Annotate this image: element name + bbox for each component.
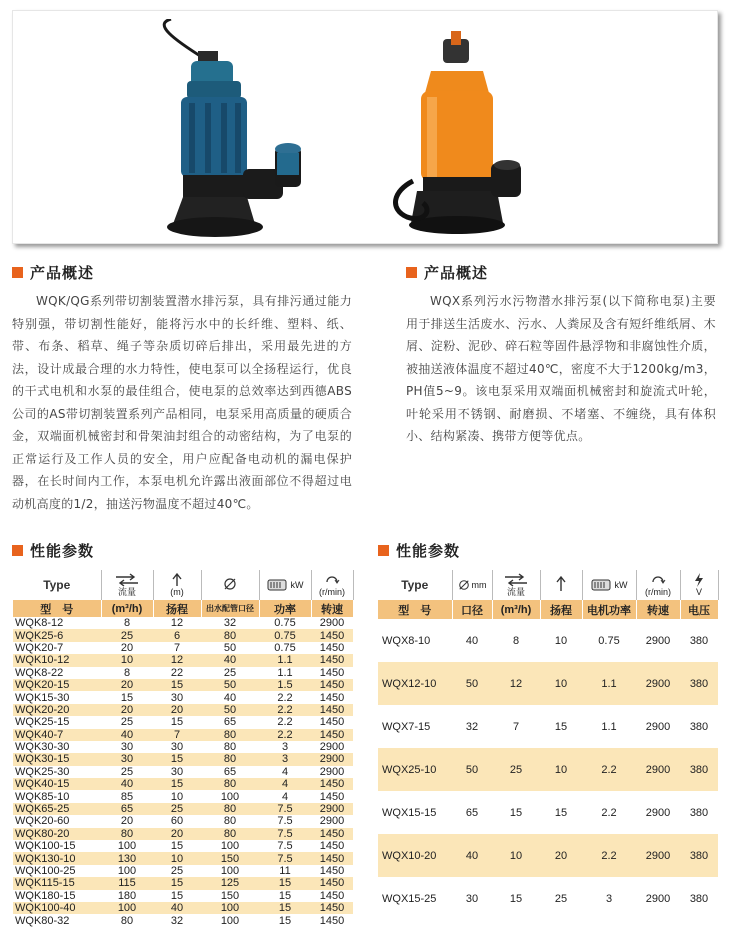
model-cell: WQK10-12 [13, 654, 101, 666]
value-cell: 2.2 [259, 704, 311, 716]
value-cell: 80 [120, 914, 134, 927]
diameter-header-cell [201, 570, 259, 600]
table-row [13, 679, 353, 691]
motor-header-cell: kW [259, 570, 311, 600]
value-cell: 15 [153, 753, 201, 765]
value-cell: 2900 [645, 634, 671, 647]
model-cell: WQX7-15 [382, 720, 431, 733]
value-cell: 25 [101, 629, 153, 641]
value-cell: 15 [278, 889, 292, 902]
value-cell: 30 [465, 892, 479, 905]
value-cell: 15 [259, 877, 311, 889]
value-cell: 30 [170, 691, 184, 704]
table-row [13, 766, 353, 778]
model-cell: WQX15-15 [382, 806, 437, 819]
table-row [13, 691, 353, 703]
model-cell: WQK65-25 [13, 803, 101, 815]
left-overview-text: WQK/QG系列带切割装置潜水排污泵，具有排污通过能力特别强，带切割性能好，能将污水中的长纤维、塑料、纸、带、布条、稻草、绳子等杂质切碎后排出，采用最先进的方法，设计成最合理的水力特性，使电泵可以全扬程运行，优良的干式电机和水泵的最佳组合，使电泵的总效率达到西德ABS公司的AS带切割装置系列产品相同，电泵采用高质量的硬质合金，双端面机械密封和骨架油封组合的动密结构，为了电泵的正常运行及工作人员的安全，用户应配备电动机的漏电保护器，在长时间内工作，本泵电机允许露出液面部位不得超过电动机高度的1/2，抽送污物温度不超过40℃。 [12, 294, 352, 511]
value-cell: 15 [153, 679, 201, 691]
right-performance-heading: 性能参数 [378, 540, 460, 560]
value-cell: 380 [680, 834, 718, 877]
value-cell: 2900 [311, 753, 353, 765]
model-cell: WQK20-20 [13, 704, 101, 716]
value-cell: 25 [120, 765, 134, 778]
value-cell: 380 [689, 892, 709, 905]
value-cell: 25 [170, 865, 184, 877]
value-cell: 1.1 [582, 662, 636, 705]
table-row [13, 642, 353, 654]
value-cell: 20 [101, 704, 153, 716]
value-cell: 32 [465, 720, 479, 733]
value-cell: 15 [170, 889, 184, 902]
value-cell: 8 [512, 634, 520, 647]
column-header-row: 型 号 (m³/h) 扬程 出水配管口径 功率 转速 [13, 600, 353, 617]
value-cell: 380 [689, 720, 709, 733]
value-cell: 10 [540, 748, 582, 791]
table-row [13, 617, 353, 629]
value-cell: 15 [120, 691, 134, 704]
value-cell: 8 [123, 617, 131, 630]
model-cell: WQK130-10 [13, 852, 101, 864]
value-cell: 1450 [311, 654, 353, 666]
value-cell: 22 [170, 666, 184, 679]
value-cell: 15 [509, 806, 523, 819]
table-row [13, 741, 353, 753]
value-cell: 65 [465, 806, 479, 819]
value-cell: 0.75 [274, 617, 296, 630]
type-label: Type [13, 570, 101, 600]
value-cell: 3 [605, 892, 613, 905]
value-cell: 130 [101, 852, 153, 864]
value-cell: 3 [259, 753, 311, 765]
table-row [13, 890, 353, 902]
value-cell: 150 [220, 889, 240, 902]
model-cell: WQK100-40 [13, 902, 101, 914]
value-cell: 10 [554, 634, 568, 647]
model-cell: WQK30-30 [15, 741, 70, 754]
value-cell: 1450 [311, 877, 353, 889]
value-cell: 10 [153, 852, 201, 864]
value-cell: 2900 [636, 834, 680, 877]
table-row [13, 828, 353, 840]
value-cell: 10 [540, 662, 582, 705]
right-overview-heading: 产品概述 [406, 262, 488, 282]
model-cell: WQK8-12 [15, 617, 64, 630]
value-cell: 7 [153, 729, 201, 741]
value-cell: 1450 [319, 691, 345, 704]
value-cell: 40 [201, 654, 259, 666]
value-cell: 2900 [311, 803, 353, 815]
diameter-icon [458, 579, 470, 591]
value-cell: 380 [680, 662, 718, 705]
value-cell: 2900 [645, 806, 671, 819]
value-cell: 25 [120, 716, 134, 729]
value-cell: 1450 [319, 914, 345, 927]
table-row [378, 791, 718, 834]
table-row [13, 914, 353, 926]
table-row [378, 834, 718, 877]
value-cell: 25 [223, 666, 237, 679]
left-performance-heading: 性能参数 [12, 540, 94, 560]
value-cell: 1450 [311, 629, 353, 641]
value-cell: 100 [220, 840, 240, 853]
model-cell: WQX10-20 [378, 834, 452, 877]
value-cell: 4 [259, 778, 311, 790]
wqk-cutting-pump-image [143, 19, 343, 244]
value-cell: 1450 [319, 641, 345, 654]
table-row [13, 629, 353, 641]
model-cell: WQK8-22 [15, 666, 64, 679]
value-cell: 2900 [645, 892, 671, 905]
table-row [13, 654, 353, 666]
value-cell: 1450 [311, 778, 353, 790]
value-cell: 20 [120, 815, 134, 828]
value-cell: 6 [153, 629, 201, 641]
value-cell: 1450 [319, 889, 345, 902]
table-row [13, 790, 353, 802]
value-cell: 15 [170, 716, 184, 729]
value-cell: 15 [554, 806, 568, 819]
value-cell: 100 [117, 840, 137, 853]
model-cell: WQK30-15 [13, 753, 101, 765]
diameter-icon [223, 577, 237, 591]
value-cell: 30 [170, 765, 184, 778]
model-cell: WQK25-15 [15, 716, 70, 729]
model-cell: WQK180-15 [15, 889, 76, 902]
value-cell: 2900 [319, 815, 345, 828]
value-cell: 12 [170, 617, 184, 630]
value-cell: 10 [492, 834, 540, 877]
type-label: Type [378, 570, 452, 600]
value-cell: 1450 [311, 679, 353, 691]
model-cell: WQK80-20 [13, 828, 101, 840]
value-cell: 1450 [311, 902, 353, 914]
value-cell: 380 [680, 748, 718, 791]
value-cell: 100 [220, 790, 240, 803]
value-cell: 1450 [311, 704, 353, 716]
value-cell: 80 [223, 815, 237, 828]
motor-icon [591, 578, 613, 592]
value-cell: 1450 [319, 865, 345, 877]
value-cell: 80 [201, 778, 259, 790]
value-cell: 2900 [319, 617, 345, 630]
value-cell: 85 [120, 790, 134, 803]
value-cell: 2900 [636, 748, 680, 791]
wqk-performance-table [13, 570, 354, 927]
table-row [13, 852, 353, 864]
value-cell: 100 [101, 902, 153, 914]
value-cell: 2.2 [277, 691, 293, 704]
value-cell: 2900 [319, 765, 345, 778]
flow-header-cell: 流量 [492, 570, 540, 600]
table-row [13, 815, 353, 827]
wqk-table-body [13, 617, 353, 927]
rotation-icon [650, 573, 666, 587]
table-row [13, 729, 353, 741]
head-arrow-icon [170, 573, 184, 587]
table-row [378, 705, 718, 748]
value-cell: 65 [101, 803, 153, 815]
value-cell: 7.5 [259, 803, 311, 815]
value-cell: 1450 [311, 828, 353, 840]
value-cell: 15 [153, 778, 201, 790]
bullet-square-icon [406, 267, 417, 278]
value-cell: 20 [153, 704, 201, 716]
value-cell: 20 [120, 641, 134, 654]
table-row [13, 753, 353, 765]
diameter-header-cell: mm [452, 570, 492, 600]
value-cell: 20 [153, 828, 201, 840]
flow-icon [503, 573, 529, 587]
table-row [13, 778, 353, 790]
value-cell: 30 [101, 753, 153, 765]
value-cell: 80 [201, 753, 259, 765]
value-cell: 7 [173, 641, 181, 654]
model-cell: WQK80-32 [15, 914, 70, 927]
motor-header-cell: kW [582, 570, 636, 600]
speed-header-cell: (r/min) [311, 570, 353, 600]
value-cell: 100 [220, 865, 240, 877]
table-row [13, 716, 353, 728]
value-cell: 12 [492, 662, 540, 705]
icon-header-row [13, 570, 353, 600]
value-cell: 65 [223, 765, 237, 778]
wqx-performance-table [378, 570, 719, 920]
left-overview-heading: 产品概述 [12, 262, 94, 282]
model-cell: WQK40-7 [13, 729, 101, 741]
value-cell: 15 [509, 892, 523, 905]
bullet-square-icon [12, 545, 23, 556]
value-cell: 10 [101, 654, 153, 666]
value-cell: 15 [170, 840, 184, 853]
wqx-table-body [378, 619, 718, 920]
speed-header-cell: (r/min) [636, 570, 680, 600]
value-cell: 1450 [319, 840, 345, 853]
motor-icon [267, 578, 289, 592]
model-cell: WQX25-10 [378, 748, 452, 791]
value-cell: 30 [120, 741, 134, 754]
value-cell: 80 [101, 828, 153, 840]
model-cell: WQK100-15 [15, 840, 76, 853]
value-cell: 40 [101, 778, 153, 790]
value-cell: 7.5 [277, 815, 293, 828]
value-cell: 80 [201, 803, 259, 815]
value-cell: 180 [117, 889, 137, 902]
value-cell: 30 [170, 741, 184, 754]
table-row [13, 865, 353, 877]
value-cell: 2.2 [259, 729, 311, 741]
lightning-icon [693, 573, 705, 587]
value-cell: 100 [220, 914, 240, 927]
head-arrow-icon [554, 576, 568, 592]
wqx-sewage-pump-image [393, 31, 553, 236]
value-cell: 2.2 [601, 806, 617, 819]
value-cell: 50 [201, 704, 259, 716]
value-cell: 40 [452, 834, 492, 877]
value-cell: 25 [153, 803, 201, 815]
value-cell: 1450 [319, 666, 345, 679]
table-row [378, 877, 718, 920]
model-cell: WQK20-15 [13, 679, 101, 691]
value-cell: 0.75 [259, 629, 311, 641]
value-cell: 2.2 [582, 748, 636, 791]
value-cell: 7 [512, 720, 520, 733]
value-cell: 1.1 [259, 654, 311, 666]
value-cell: 20 [540, 834, 582, 877]
right-overview-text: WQX系列污水污物潜水排污泵(以下简称电泵)主要用于排送生活废水、污水、人粪尿及含有短纤维纸屑、木屑、淀粉、泥砂、碎石粒等固件悬浮物和非腐蚀性介质，被抽送液体温度不超过40℃，密度不大于1200kg/m3，PH值5~9。该电泵采用双端面机械密封和旋流式叶轮，叶轮采用不锈钢、耐磨损、不堵塞、不缠绕，具有体积小、结构紧凑、携带方便等优点。 [406, 294, 716, 443]
value-cell: 15 [554, 720, 568, 733]
value-cell: 2.2 [582, 834, 636, 877]
table-row [13, 840, 353, 852]
model-cell: WQX12-10 [378, 662, 452, 705]
value-cell: 15 [153, 877, 201, 889]
value-cell: 40 [101, 729, 153, 741]
model-cell: WQK100-25 [15, 865, 76, 877]
value-cell: 80 [201, 629, 259, 641]
model-cell: WQK25-6 [13, 629, 101, 641]
value-cell: 380 [689, 634, 709, 647]
product-photo-panel [12, 10, 718, 244]
value-cell: 25 [554, 892, 568, 905]
value-cell: 32 [170, 914, 184, 927]
model-cell: WQX8-10 [382, 634, 431, 647]
value-cell: 1.5 [259, 679, 311, 691]
value-cell: 20 [101, 679, 153, 691]
value-cell: 2900 [645, 720, 671, 733]
value-cell: 0.75 [598, 634, 620, 647]
value-cell: 115 [101, 877, 153, 889]
model-cell: WQK20-7 [15, 641, 64, 654]
column-header-row: 型 号 口径 (m³/h) 扬程 电机功率 转速 电压 [378, 600, 718, 619]
value-cell: 150 [201, 852, 259, 864]
value-cell: 50 [452, 748, 492, 791]
value-cell: 15 [278, 914, 292, 927]
voltage-header-cell: V [680, 570, 718, 600]
model-cell: WQK85-10 [15, 790, 70, 803]
model-cell: WQK25-30 [15, 765, 70, 778]
table-row [13, 803, 353, 815]
icon-header-row [378, 570, 718, 600]
value-cell: 8 [123, 666, 131, 679]
value-cell: 40 [153, 902, 201, 914]
value-cell: 32 [223, 617, 237, 630]
value-cell: 65 [223, 716, 237, 729]
value-cell: 3 [281, 741, 289, 754]
value-cell: 7.5 [277, 840, 293, 853]
table-row [13, 667, 353, 679]
value-cell: 7.5 [259, 828, 311, 840]
value-cell: 1450 [319, 716, 345, 729]
model-cell: WQK115-15 [13, 877, 101, 889]
value-cell: 1.1 [601, 720, 617, 733]
table-row [13, 902, 353, 914]
table-row [378, 748, 718, 791]
value-cell: 80 [201, 828, 259, 840]
head-header-cell: (m) [153, 570, 201, 600]
value-cell: 4 [281, 765, 289, 778]
value-cell: 11 [279, 865, 291, 877]
table-row [13, 704, 353, 716]
value-cell: 2.2 [277, 716, 293, 729]
value-cell: 2900 [636, 662, 680, 705]
value-cell: 1450 [311, 852, 353, 864]
flow-icon [114, 573, 140, 587]
value-cell: 15 [259, 902, 311, 914]
value-cell: 4 [281, 790, 289, 803]
table-row [378, 662, 718, 705]
model-cell: WQK40-15 [13, 778, 101, 790]
value-cell: 125 [201, 877, 259, 889]
value-cell: 60 [170, 815, 184, 828]
rotation-icon [324, 573, 340, 587]
value-cell: 80 [201, 729, 259, 741]
value-cell: 25 [492, 748, 540, 791]
table-row [13, 877, 353, 889]
value-cell: 10 [170, 790, 184, 803]
value-cell: 12 [153, 654, 201, 666]
value-cell: 40 [223, 691, 237, 704]
value-cell: 7.5 [259, 852, 311, 864]
value-cell: 50 [452, 662, 492, 705]
value-cell: 80 [223, 741, 237, 754]
model-cell: WQK15-30 [15, 691, 70, 704]
value-cell: 1450 [311, 729, 353, 741]
value-cell: 1.1 [277, 666, 293, 679]
value-cell: 2900 [319, 741, 345, 754]
head-header-cell [540, 570, 582, 600]
bullet-square-icon [378, 545, 389, 556]
value-cell: 100 [117, 865, 137, 877]
flow-header-cell: 流量 [101, 570, 153, 600]
value-cell: 50 [201, 679, 259, 691]
value-cell: 1450 [319, 790, 345, 803]
value-cell: 0.75 [274, 641, 296, 654]
value-cell: 50 [223, 641, 237, 654]
value-cell: 40 [465, 634, 479, 647]
value-cell: 100 [201, 902, 259, 914]
model-cell: WQX15-25 [382, 892, 437, 905]
table-row [378, 619, 718, 662]
bullet-square-icon [12, 267, 23, 278]
model-cell: WQK20-60 [15, 815, 70, 828]
value-cell: 380 [689, 806, 709, 819]
